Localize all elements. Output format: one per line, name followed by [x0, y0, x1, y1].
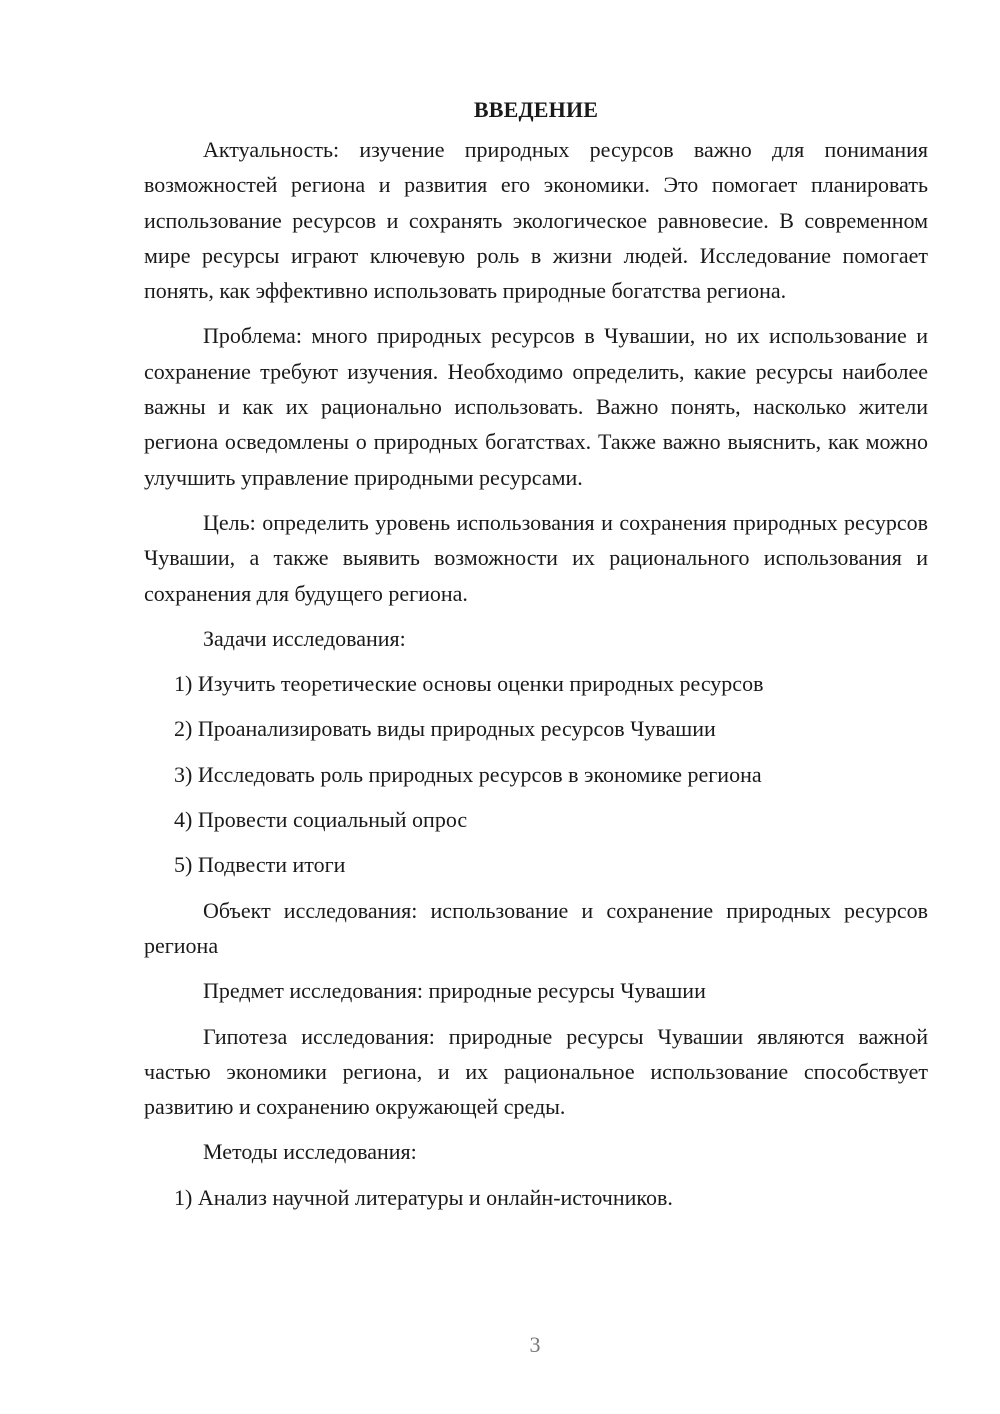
tasks-label: Задачи исследования: [203, 625, 406, 651]
list-item: 1) Изучить теоретические основы оценки природных ресурсов [174, 671, 764, 697]
list-item: 2) Проанализировать виды природных ресурсов Чувашии [174, 716, 716, 742]
list-item: 4) Провести социальный опрос [174, 807, 468, 833]
methods-list [144, 1180, 928, 1215]
document-page [144, 92, 928, 1225]
goal-paragraph: Цель: определить уровень использования и сохранения природных ресурсов Чувашии, а также выявить возможности их рационального использования и сохранения для будущего региона. [144, 509, 928, 606]
methods-label: Методы исследования: [203, 1139, 417, 1165]
tasks-list [144, 666, 928, 882]
page-title: ВВЕДЕНИЕ [473, 97, 599, 122]
relevance-paragraph: Актуальность: изучение природных ресурсов важно для понимания возможностей региона и развития его экономики. Это помогает планировать использование ресурсов и сохранять экологическое равновесие. В современном мире ресурсы играют ключевую роль в жизни людей. Исследование помогает понять, как эффективно использовать природные богатства региона. [144, 137, 928, 304]
object-paragraph: Объект исследования: использование и сохранение природных ресурсов региона [144, 897, 928, 958]
problem-paragraph: Проблема: много природных ресурсов в Чувашии, но их использование и сохранение требуют изучения. Необходимо определить, какие ресурсы наиболее важны и как их рационально использовать. Важно понять, насколько жители региона осведомлены о природных богатствах. Также важно выяснить, как можно улучшить управление природными ресурсами. [144, 323, 928, 490]
subject-paragraph: Предмет исследования: природные ресурсы Чувашии [203, 978, 706, 1004]
list-item: 5) Подвести итоги [174, 852, 346, 878]
list-item: 3) Исследовать роль природных ресурсов в экономике региона [174, 761, 762, 787]
page-number: 3 [529, 1332, 541, 1357]
hypothesis-paragraph: Гипотеза исследования: природные ресурсы Чувашии являются важной частью экономики региона, и их рациональное использование способствует развитию и сохранению окружающей среды. [144, 1023, 928, 1120]
list-item: 1) Анализ научной литературы и онлайн-источников. [174, 1184, 673, 1210]
